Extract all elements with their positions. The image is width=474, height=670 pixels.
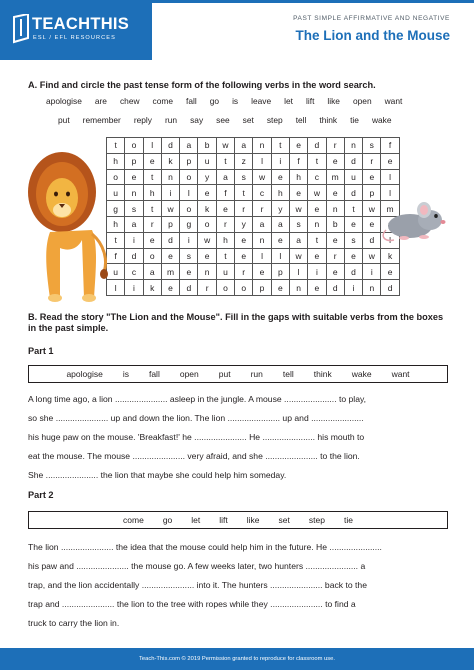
story-line: so she ...................... up and down the lion. The lion ...................... up and ...................... [28,413,364,423]
logo-icon [12,14,30,44]
verb-item: go [209,96,220,106]
grid-cell[interactable]: n [326,201,344,217]
grid-cell[interactable]: y [235,216,253,232]
word-box-item: go [162,515,173,525]
grid-cell[interactable]: p [161,216,179,232]
verb-item: fall [186,96,197,106]
grid-cell[interactable]: a [180,138,198,154]
word-box-item: come [123,515,144,525]
grid-cell[interactable]: e [326,232,344,248]
grid-cell[interactable]: k [381,248,399,264]
verb-item: apologise [46,96,82,106]
grid-cell[interactable]: f [216,185,234,201]
grid-cell[interactable]: r [216,216,234,232]
grid-cell[interactable]: d [161,138,179,154]
verb-item: think [319,115,338,125]
verb-item: step [266,115,283,125]
grid-cell[interactable]: d [161,232,179,248]
grid-cell[interactable]: r [253,201,271,217]
grid-cell[interactable]: s [180,248,198,264]
grid-cell[interactable]: k [198,201,216,217]
word-box-item: lift [219,515,228,525]
word-box-item: think [313,369,332,379]
grid-cell[interactable]: w [161,201,179,217]
grid-cell[interactable]: o [216,280,234,296]
grid-cell[interactable]: i [344,280,362,296]
grid-cell[interactable]: y [198,169,216,185]
grid-cell[interactable]: e [143,232,161,248]
story-line: trap and ...................... the lion to the tree with ropes while they ...................... to find a [28,599,356,609]
grid-cell[interactable]: w [308,185,326,201]
grid-cell[interactable]: u [344,169,362,185]
grid-cell[interactable]: e [271,280,289,296]
grid-cell[interactable]: t [344,201,362,217]
grid-cell[interactable]: t [143,201,161,217]
grid-cell[interactable]: w [289,248,307,264]
grid-row [107,264,400,280]
word-search-grid [106,137,400,296]
grid-cell[interactable]: a [271,216,289,232]
grid-cell[interactable]: o [180,169,198,185]
story-line: She ...................... the lion that maybe she could help him someday. [28,470,287,480]
word-box-item: tell [282,369,294,379]
grid-cell[interactable]: f [107,248,125,264]
verb-item: remember [82,115,121,125]
grid-cell[interactable]: e [381,153,399,169]
grid-cell[interactable]: l [289,264,307,280]
grid-cell[interactable]: n [253,232,271,248]
grid-cell[interactable]: e [344,216,362,232]
grid-cell[interactable]: l [253,248,271,264]
grid-cell[interactable]: i [308,264,326,280]
grid-cell[interactable]: e [271,232,289,248]
grid-cell[interactable]: i [125,280,143,296]
word-box-item: set [278,515,290,525]
grid-cell[interactable]: a [289,232,307,248]
grid-cell[interactable]: u [216,264,234,280]
grid-cell[interactable]: w [216,138,234,154]
word-box-item: run [250,369,263,379]
verb-item: open [352,96,372,106]
word-box-item: is [122,369,129,379]
grid-cell[interactable]: e [161,280,179,296]
verb-item: leave [251,96,272,106]
grid-cell[interactable]: t [308,153,326,169]
part-2-word-box [28,511,448,529]
grid-cell[interactable]: z [235,153,253,169]
grid-cell[interactable]: i [180,232,198,248]
grid-cell[interactable]: e [308,201,326,217]
grid-row [107,169,400,185]
verb-item: wake [371,115,392,125]
grid-cell[interactable]: t [271,138,289,154]
grid-cell[interactable]: t [107,232,125,248]
verb-item: like [327,96,340,106]
grid-cell[interactable]: w [198,232,216,248]
grid-cell[interactable]: u [107,264,125,280]
verb-item: want [384,96,403,106]
grid-cell[interactable]: p [363,185,381,201]
grid-cell[interactable]: s [344,232,362,248]
grid-cell[interactable]: h [107,153,125,169]
grid-cell[interactable]: m [381,201,399,217]
story-line: his paw and ...................... the mouse go. A few weeks later, two hunters ...................... a [28,561,366,571]
logo-title: TEACHTHIS [32,15,130,33]
verb-item: put [58,115,70,125]
grid-cell[interactable]: e [198,248,216,264]
section-b-instruction: B. Read the story "The Lion and the Mouse". Fill in the gaps with suitable verbs from the boxes in the past simple. [28,312,444,333]
grid-cell[interactable]: h [143,185,161,201]
grid-cell[interactable]: l [381,232,399,248]
grid-cell[interactable]: h [216,232,234,248]
grid-cell[interactable]: e [363,169,381,185]
grid-cell[interactable]: t [235,185,253,201]
word-box-item: open [179,369,199,379]
grid-cell[interactable]: w [289,201,307,217]
grid-cell[interactable]: e [326,153,344,169]
grid-cell[interactable]: e [125,169,143,185]
grid-cell[interactable]: r [143,216,161,232]
grid-cell[interactable]: e [289,185,307,201]
grid-cell[interactable]: d [344,264,362,280]
grid-cell[interactable]: e [235,248,253,264]
word-box-item: let [191,515,201,525]
grid-cell[interactable]: o [143,248,161,264]
grid-cell[interactable]: a [253,216,271,232]
grid-cell[interactable]: e [235,232,253,248]
grid-cell[interactable]: h [289,169,307,185]
page-header [0,0,474,60]
grid-cell[interactable]: s [363,138,381,154]
grid-cell[interactable]: d [381,280,399,296]
story-line: eat the mouse. The mouse ...................... very afraid, and she ...................... to the lion. [28,451,360,461]
story-line: truck to carry the lion in. [28,618,120,628]
header-rule [152,0,474,3]
word-box-item: wake [351,369,372,379]
grid-cell[interactable]: e [381,264,399,280]
part-1-story [28,390,452,485]
grid-cell[interactable]: i [125,232,143,248]
grid-cell[interactable]: e [326,264,344,280]
verb-item: see [216,115,230,125]
grid-cell[interactable]: d [344,153,362,169]
grid-cell[interactable]: l [180,185,198,201]
grid-cell[interactable]: k [161,153,179,169]
grid-cell[interactable]: r [326,138,344,154]
grid-cell[interactable]: f [381,138,399,154]
story-line: trap, and the lion accidentally ...................... into it. The hunters ...................... back to the [28,580,367,590]
logo-subtitle: ESL / EFL RESOURCES [33,35,116,41]
part-2-heading: Part 2 [28,490,54,500]
grid-row [107,280,400,296]
grid-cell[interactable]: h [271,185,289,201]
grid-cell[interactable]: o [180,201,198,217]
grid-cell[interactable]: o [198,216,216,232]
verb-list-row-1 [46,96,402,106]
verb-item: tie [350,115,359,125]
grid-cell[interactable]: c [308,169,326,185]
grid-cell[interactable]: i [271,153,289,169]
grid-cell[interactable]: l [381,185,399,201]
grid-cell[interactable]: a [143,264,161,280]
grid-row [107,201,400,217]
grid-cell[interactable]: k [143,280,161,296]
grid-row [107,232,400,248]
grid-cell[interactable]: e [326,185,344,201]
grid-cell[interactable]: d [326,280,344,296]
grid-cell[interactable]: o [235,280,253,296]
grid-cell[interactable]: n [161,169,179,185]
grid-cell[interactable]: r [235,201,253,217]
logo [0,0,152,60]
grid-cell[interactable]: t [308,232,326,248]
grid-cell[interactable]: a [125,216,143,232]
grid-cell[interactable]: e [198,185,216,201]
grid-cell[interactable]: n [344,138,362,154]
grid-cell[interactable]: i [363,264,381,280]
grid-cell[interactable]: e [308,248,326,264]
grid-row [107,153,400,169]
grid-cell[interactable]: r [198,280,216,296]
grid-cell[interactable]: t [216,153,234,169]
grid-cell[interactable]: d [180,280,198,296]
grid-cell[interactable]: e [143,153,161,169]
verb-item: come [152,96,174,106]
grid-cell[interactable]: d [344,185,362,201]
grid-cell[interactable]: n [198,264,216,280]
lion-illustration [20,148,112,306]
grid-cell[interactable]: a [235,138,253,154]
grid-cell[interactable]: g [107,201,125,217]
verb-item: is [232,96,239,106]
grid-cell[interactable]: m [326,169,344,185]
grid-cell[interactable]: d [125,248,143,264]
grid-cell[interactable]: b [198,138,216,154]
grid-cell[interactable]: r [363,153,381,169]
grid-cell[interactable]: h [107,216,125,232]
grid-cell[interactable]: p [271,264,289,280]
section-a-instruction: A. Find and circle the past tense form of the following verbs in the word search. [28,80,376,90]
grid-cell[interactable]: a [216,169,234,185]
grid-cell[interactable]: n [253,138,271,154]
story-line: his huge paw on the mouse. 'Breakfast!' he ...................... He ...................... his mouth to [28,432,365,442]
grid-cell[interactable]: r [235,264,253,280]
story-line: The lion ...................... the idea that the mouse could help him in the future. He ...................... [28,542,382,552]
part-1-heading: Part 1 [28,346,54,356]
grid-cell[interactable]: s [125,201,143,217]
grid-cell[interactable]: w [363,248,381,264]
grid-cell[interactable]: e [161,248,179,264]
verb-item: run [164,115,178,125]
grid-row [107,248,400,264]
word-box-item: tie [343,515,353,525]
grid-cell[interactable]: n [308,216,326,232]
word-box-item: want [391,369,410,379]
grid-cell[interactable]: e [216,201,234,217]
grid-cell[interactable]: t [107,138,125,154]
grid-cell[interactable]: f [289,153,307,169]
mouse-illustration [380,200,456,242]
grid-cell[interactable]: l [271,248,289,264]
verb-item: tell [295,115,307,125]
grid-cell[interactable]: u [107,185,125,201]
verb-item: are [94,96,107,106]
grid-cell[interactable]: s [289,216,307,232]
grid-cell[interactable]: l [253,153,271,169]
grid-row [107,138,400,154]
word-box-item: like [246,515,260,525]
grid-cell[interactable]: c [253,185,271,201]
grid-cell[interactable]: c [125,264,143,280]
verb-item: say [190,115,204,125]
grid-cell[interactable]: l [107,280,125,296]
verb-item: reply [133,115,152,125]
word-box-item: step [308,515,325,525]
grid-cell[interactable]: i [161,185,179,201]
verb-item: chew [119,96,140,106]
verb-list-row-2 [58,115,392,125]
grid-cell[interactable]: e [253,264,271,280]
grid-cell[interactable]: o [107,169,125,185]
verb-item: set [242,115,254,125]
grid-cell[interactable]: u [198,153,216,169]
grid-cell[interactable]: g [180,216,198,232]
grid-cell[interactable]: d [308,138,326,154]
part-2-story [28,538,452,633]
grid-cell[interactable]: w [253,169,271,185]
word-box-item: put [218,369,231,379]
word-box-item: fall [148,369,160,379]
grid-cell[interactable]: o [125,138,143,154]
grid-cell[interactable]: n [125,185,143,201]
grid-cell[interactable]: y [271,201,289,217]
grid-cell[interactable]: e [180,264,198,280]
grid-cell[interactable]: p [180,153,198,169]
grid-cell[interactable]: b [326,216,344,232]
story-line: A long time ago, a lion ...................... asleep in the jungle. A mouse ...................... to play, [28,394,367,404]
grid-cell[interactable]: w [363,201,381,217]
word-box-item: apologise [66,369,103,379]
grid-cell[interactable]: m [161,264,179,280]
grid-cell[interactable]: r [326,248,344,264]
verb-item: let [284,96,294,106]
grid-cell[interactable]: d [363,232,381,248]
grid-cell[interactable]: n [289,280,307,296]
part-1-word-box [28,365,448,383]
grid-cell[interactable]: e [289,138,307,154]
grid-cell[interactable]: e [344,248,362,264]
grid-cell[interactable]: e [271,169,289,185]
grid-row [107,185,400,201]
footer: Teach-This.com © 2019 Permission granted to reproduce for classroom use. [0,648,474,670]
grid-cell[interactable]: t [143,169,161,185]
grid-cell[interactable]: t [216,248,234,264]
grid-cell[interactable]: p [253,280,271,296]
grid-cell[interactable]: e [363,216,381,232]
page-subtitle: PAST SIMPLE AFFIRMATIVE AND NEGATIVE [293,15,450,22]
verb-item: lift [306,96,315,106]
grid-cell[interactable]: p [125,153,143,169]
grid-cell[interactable]: e [308,280,326,296]
grid-cell[interactable]: l [143,138,161,154]
grid-cell[interactable]: n [363,280,381,296]
grid-row [107,216,400,232]
grid-cell[interactable]: l [381,169,399,185]
page-title: The Lion and the Mouse [295,28,450,43]
grid-cell[interactable]: s [235,169,253,185]
